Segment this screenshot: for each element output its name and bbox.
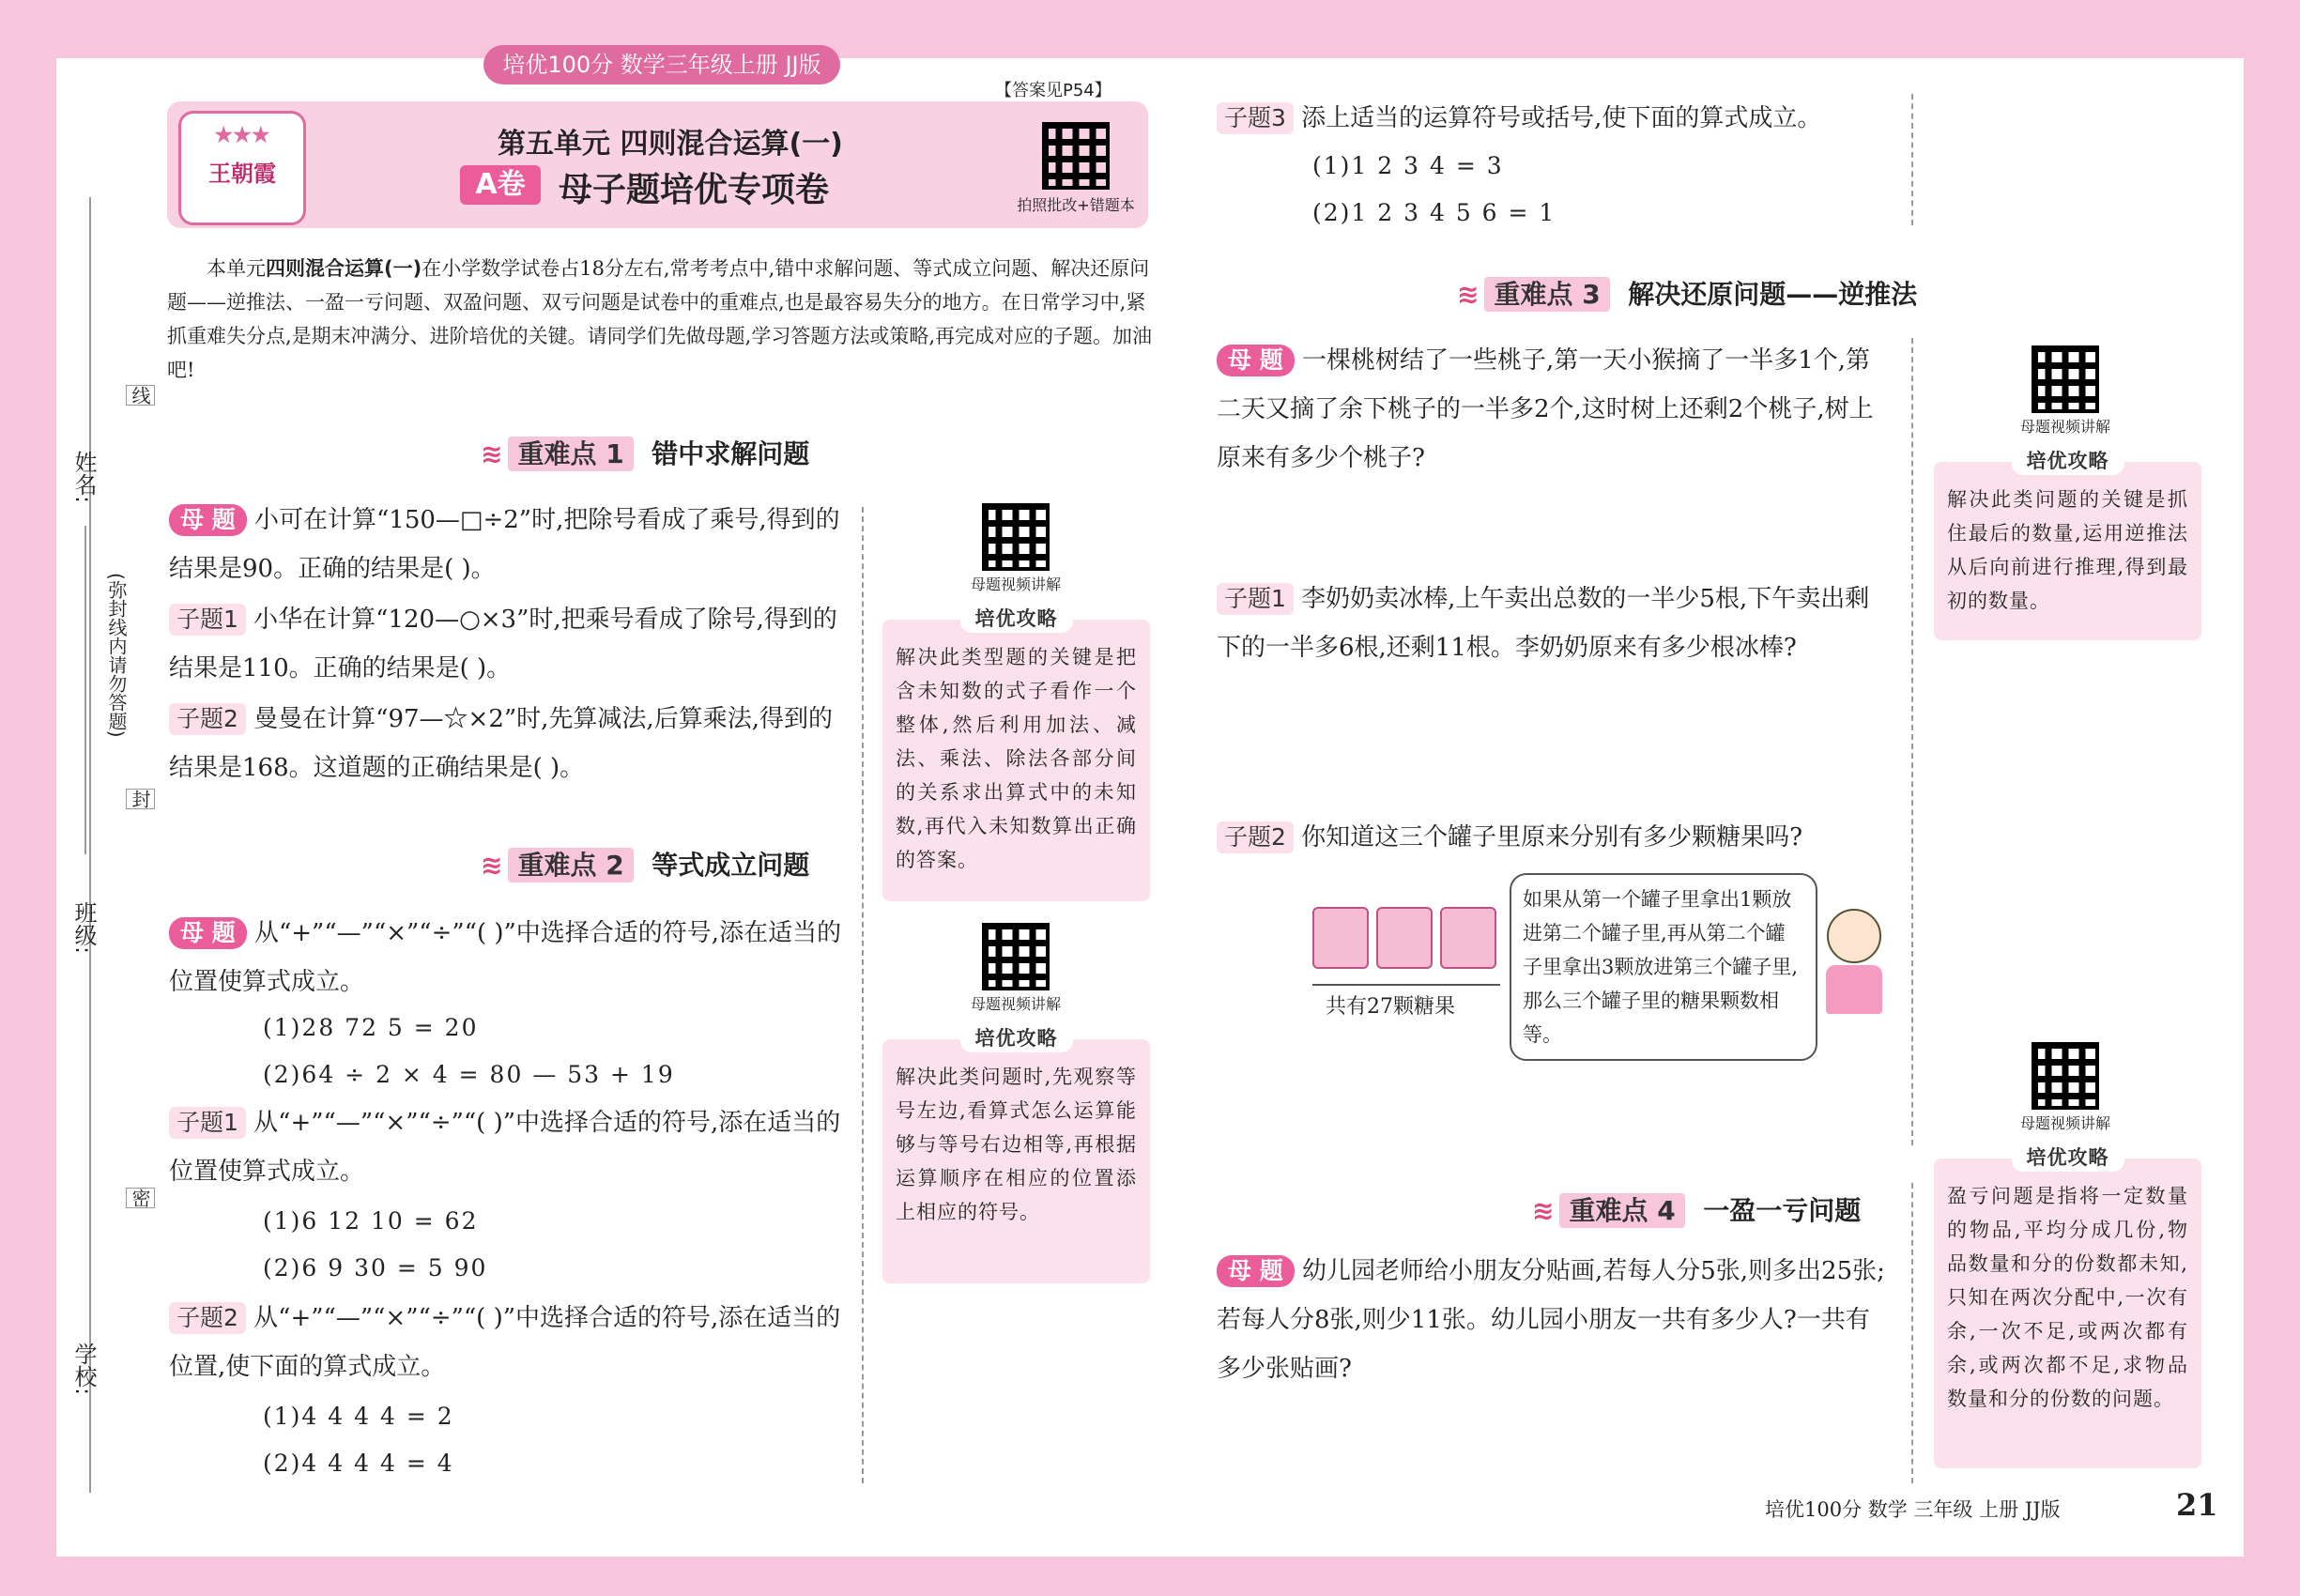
section-2-heading: ≋ 重难点 2 等式成立问题 bbox=[481, 850, 810, 881]
sec4-mother-question: 母 题 幼儿园老师给小朋友分贴画,若每人分5张,则多出25张;若每人分8张,则少11张。幼儿园小朋友一共有多少人?一共有多少张贴画? bbox=[1217, 1257, 1885, 1383]
equation: (1)1 2 3 4 = 3 bbox=[1312, 152, 1504, 179]
column-divider bbox=[1911, 94, 1913, 225]
tip-box-1: 培优攻略 解决此类型题的关键是把含未知数的式子看作一个整体,然后利用加法、减法、乘法、除法各部分间的关系求出算式中的未知数,再代入未知数算出正确的答案。 bbox=[882, 620, 1150, 901]
child-badge: 子题2 bbox=[169, 703, 246, 735]
child-badge: 子题1 bbox=[169, 1107, 246, 1139]
jar-icon bbox=[1376, 907, 1433, 969]
sec2-child-2: 子题2 从“+”“—”“×”“÷”“( )”中选择合适的符号,添在适当的位置,使下面的算式成立。 bbox=[169, 1304, 841, 1381]
candy-jars-illustration bbox=[1312, 907, 1500, 986]
mother-badge: 母 题 bbox=[1217, 345, 1295, 376]
jar-icon bbox=[1312, 907, 1369, 969]
girl-illustration-icon bbox=[1821, 909, 1887, 1012]
child-badge: 子题2 bbox=[169, 1302, 246, 1334]
school-label: 学校: bbox=[70, 1343, 97, 1396]
tip-box-4: 培优攻略 盈亏问题是指将一定数量的物品,平均分成几份,物品数量和分的份数都未知,只知在两次分配中,一次有余,一次不足,或两次都有余,或两次都不足,求物品数量和分的份数的问题。 bbox=[1934, 1159, 2201, 1468]
unit-title: 第五单元 四则混合运算(一) bbox=[498, 128, 843, 161]
series-band: 培优100分 数学三年级上册 JJ版 bbox=[483, 45, 840, 84]
child-badge: 子题1 bbox=[1217, 583, 1294, 615]
column-divider bbox=[862, 507, 864, 1483]
jar-icon bbox=[1440, 907, 1496, 969]
footer-text: 培优100分 数学 三年级 上册 JJ版 bbox=[1765, 1498, 2061, 1521]
name-label: 姓名: bbox=[70, 451, 97, 504]
sec2-mother-question: 母 题 从“+”“—”“×”“÷”“( )”中选择合适的符号,添在适当的位置使算式成立。 bbox=[169, 919, 842, 996]
column-divider bbox=[1911, 338, 1913, 1145]
equation: (1)28 72 5 = 20 bbox=[263, 1014, 479, 1041]
mother-badge: 母 题 bbox=[1217, 1255, 1295, 1287]
seal-xian: 线 bbox=[126, 385, 155, 406]
sec1-mother-question: 母 题 小可在计算“150—□÷2”时,把除号看成了乘号,得到的结果是90。正确的结果是( )。 bbox=[169, 506, 840, 583]
binding-line bbox=[89, 197, 91, 1493]
intro-paragraph: 本单元四则混合运算(一)在小学数学试卷占18分左右,常考考点中,错中求解问题、等式成立问题、解决还原问题——逆推法、一盈一亏问题、双盈问题、双亏问题是试卷中的重难点,也是最容易失分的地方。在日常学习中,紧抓重难失分点,是期末冲满分、进阶培优的关键。请同学们先做母题,学习答题方法或策略,再完成对应的子题。加油吧! bbox=[167, 257, 1153, 381]
tip-heading: 培优攻略 bbox=[2012, 1143, 2124, 1172]
class-label: 班级: bbox=[70, 901, 97, 955]
equation: (2)4 4 4 4 = 4 bbox=[263, 1450, 454, 1477]
column-divider bbox=[1911, 1183, 1913, 1483]
section-1-heading: ≋ 重难点 1 错中求解问题 bbox=[481, 438, 810, 469]
paper-title: 母子题培优专项卷 bbox=[559, 171, 830, 209]
sec3-child-1: 子题1 李奶奶卖冰棒,上午卖出总数的一半少5根,下午卖出剩下的一半多6根,还剩11根。李奶奶原来有多少根冰棒? bbox=[1217, 585, 1870, 662]
seal-mi: 密 bbox=[126, 1188, 155, 1208]
sec2-child-3: 子题3 添上适当的运算符号或括号,使下面的算式成立。 bbox=[1217, 94, 1911, 143]
sec3-mother-question: 母 题 一棵桃树结了一些桃子,第一天小猴摘了一半多1个,第二天又摘了余下桃子的一半多2个,这时树上还剩2个桃子,树上原来有多少个桃子? bbox=[1217, 346, 1874, 472]
mother-badge: 母 题 bbox=[169, 917, 247, 949]
jar-caption: 共有27颗糖果 bbox=[1326, 995, 1455, 1019]
qr-code-icon[interactable] bbox=[982, 503, 1050, 571]
qr-code-icon[interactable] bbox=[2032, 1042, 2099, 1110]
brace bbox=[1312, 973, 1500, 986]
section-3-heading: ≋ 重难点 3 解决还原问题——逆推法 bbox=[1457, 279, 1918, 310]
child-badge: 子题3 bbox=[1217, 102, 1294, 134]
qr-code-icon[interactable] bbox=[1042, 122, 1110, 190]
paper-tag: A卷 bbox=[460, 165, 541, 205]
sec1-child-2: 子题2 曼曼在计算“97—☆×2”时,先算减法,后算乘法,得到的结果是168。这道题的正确结果是( )。 bbox=[169, 705, 833, 782]
section-4-heading: ≋ 重难点 4 一盈一亏问题 bbox=[1532, 1195, 1862, 1226]
child-badge: 子题1 bbox=[169, 604, 246, 636]
sec3-child-2: 子题2 你知道这三个罐子里原来分别有多少颗糖果吗? bbox=[1217, 813, 1911, 862]
child-badge: 子题2 bbox=[1217, 821, 1294, 853]
name-line bbox=[84, 526, 88, 854]
qr-label: 拍照批改+错题本 bbox=[1017, 196, 1135, 214]
sec1-child-1: 子题1 小华在计算“120—○×3”时,把乘号看成了除号,得到的结果是110。正确的结果是( )。 bbox=[169, 606, 837, 683]
equation: (1)6 12 10 = 62 bbox=[263, 1207, 479, 1235]
tip-heading: 培优攻略 bbox=[960, 1024, 1073, 1052]
qr-video-label: 母题视频讲解 bbox=[2019, 1114, 2110, 1132]
binding-note: (弥封线内请勿答题) bbox=[105, 573, 128, 738]
seal-feng: 封 bbox=[126, 789, 155, 809]
mother-badge: 母 题 bbox=[169, 504, 247, 536]
qr-video-label: 母题视频讲解 bbox=[970, 995, 1061, 1013]
equation: (2)6 9 30 = 5 90 bbox=[263, 1254, 488, 1281]
qr-video-label: 母题视频讲解 bbox=[970, 575, 1061, 593]
qr-video-label: 母题视频讲解 bbox=[2019, 418, 2110, 436]
tip-heading: 培优攻略 bbox=[960, 605, 1073, 633]
answer-reference: 【答案见P54】 bbox=[995, 81, 1112, 100]
sec2-child-1: 子题1 从“+”“—”“×”“÷”“( )”中选择合适的符号,添在适当的位置使算式成立。 bbox=[169, 1109, 841, 1186]
speech-bubble: 如果从第一个罐子里拿出1颗放进第二个罐子里,再从第二个罐子里拿出3颗放进第三个罐子里,那么三个罐子里的糖果颗数相等。 bbox=[1510, 873, 1817, 1061]
tip-heading: 培优攻略 bbox=[2012, 447, 2124, 475]
page-number: 21 bbox=[2176, 1487, 2218, 1523]
tip-box-3: 培优攻略 解决此类问题的关键是抓住最后的数量,运用逆推法从后向前进行推理,得到最初的数量。 bbox=[1934, 462, 2201, 640]
tip-box-2: 培优攻略 解决此类问题时,先观察等号左边,看算式怎么运算能够与等号右边相等,再根据运算顺序在相应的位置添上相应的符号。 bbox=[882, 1039, 1150, 1283]
equation: (2)1 2 3 4 5 6 = 1 bbox=[1312, 199, 1556, 226]
qr-code-icon[interactable] bbox=[2032, 345, 2099, 413]
publisher-logo: ★★★ 王朝霞 bbox=[178, 111, 306, 225]
equation: (1)4 4 4 4 = 2 bbox=[263, 1403, 454, 1430]
qr-code-icon[interactable] bbox=[982, 923, 1050, 990]
equation: (2)64 ÷ 2 × 4 = 80 — 53 + 19 bbox=[263, 1061, 675, 1088]
